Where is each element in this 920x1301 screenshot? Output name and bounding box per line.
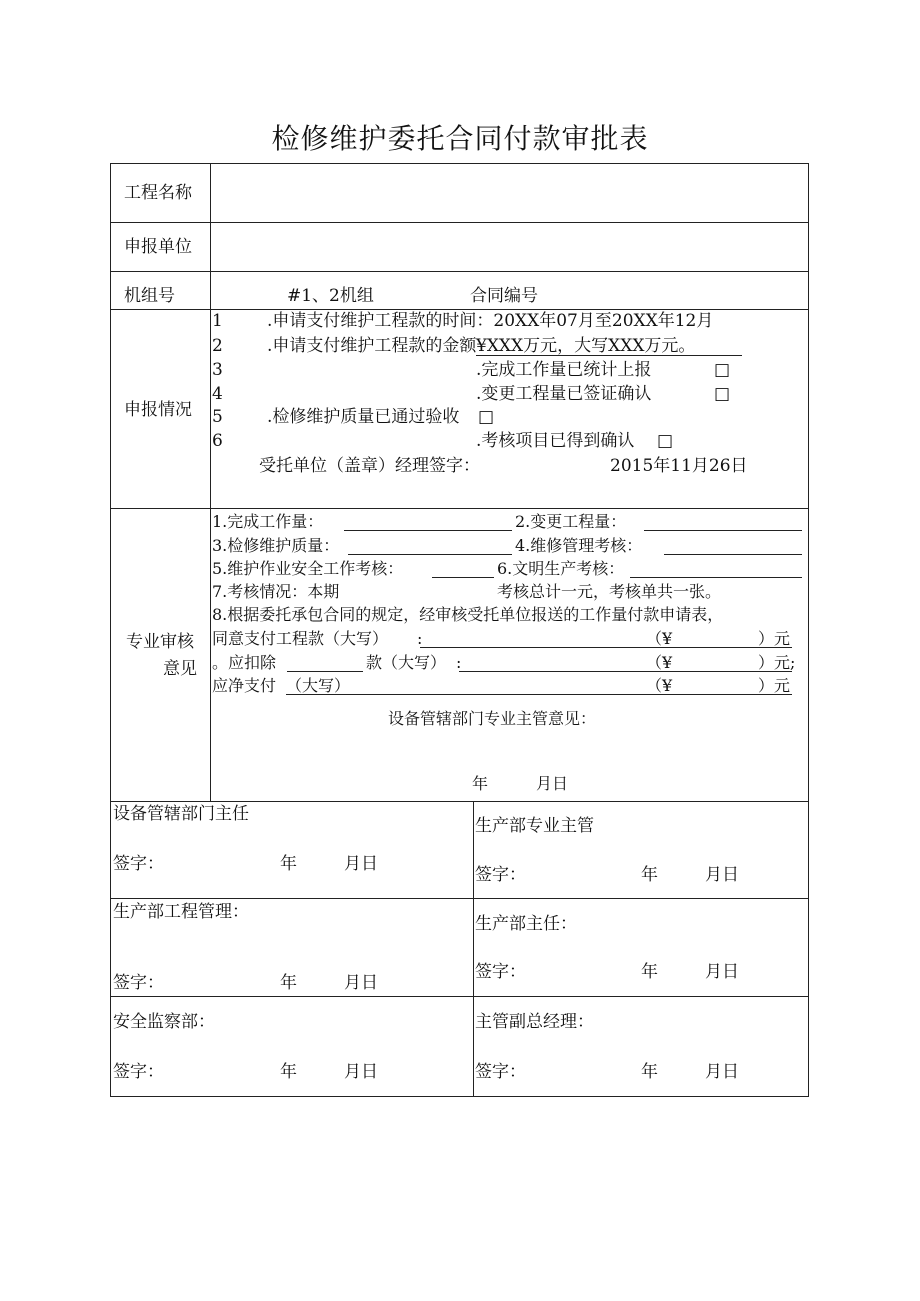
label-report-status: 申报情况 [124, 400, 192, 420]
row-divider [110, 508, 809, 509]
review-label: 应净支付 [212, 676, 277, 695]
label-applicant-unit: 申报单位 [124, 237, 192, 257]
item-number: 2 [212, 336, 223, 356]
review-text: 8.根据委托承包合同的规定，经审核受托单位报送的工作量付款申请表， [212, 605, 724, 624]
review-label: （大写） [286, 676, 351, 695]
checkbox[interactable]: □ [478, 407, 495, 427]
item-text: .申请支付维护工程款的时间：20XX年07月至20XX年12月 [267, 311, 714, 331]
dept-opinion-label: 设备管辖部门专业主管意见： [388, 709, 597, 728]
item-number: 5 [212, 407, 223, 427]
column-divider [473, 801, 474, 1097]
sig-title-left: 安全监察部： [113, 1012, 215, 1032]
blank-field[interactable] [344, 530, 512, 531]
row-divider [110, 271, 809, 272]
review-label: 考核总计一元，考核单共一张。 [497, 582, 722, 601]
blank-field[interactable] [644, 530, 802, 531]
item-number: 1 [212, 311, 223, 331]
item-text: .考核项目已得到确认 [476, 431, 635, 451]
year-label: 年 [641, 962, 658, 982]
table-border [110, 163, 111, 1097]
row-divider [110, 222, 809, 223]
sign-label: 签字： [475, 1062, 526, 1082]
review-label: 1.完成工作量： [212, 512, 324, 531]
sig-title-right: 主管副总经理： [475, 1012, 594, 1032]
label-review-1: 专业审核 [126, 632, 194, 652]
blank-field[interactable] [286, 694, 792, 695]
blank-field[interactable] [664, 554, 802, 555]
entrusted-signature-label: 受托单位（盖章）经理签字： [259, 456, 480, 476]
row-divider [110, 801, 809, 802]
yuan-label: ）元; [758, 653, 796, 672]
blank-field[interactable] [459, 671, 792, 672]
review-label: 同意支付工程款（大写） [212, 629, 389, 648]
item-amount: ¥XXX万元，大写XXX万元。 [476, 336, 696, 356]
blank-field[interactable] [287, 671, 363, 672]
label-contract-no: 合同编号 [470, 286, 538, 306]
yuan-label: ）元 [758, 676, 791, 695]
sig-title-right: 生产部主任： [475, 914, 577, 934]
sign-label: 签字： [113, 1062, 164, 1082]
sign-label: 签字： [113, 973, 164, 993]
blank-field[interactable] [630, 577, 802, 578]
sign-label: 签字： [475, 962, 526, 982]
table-border [808, 163, 809, 1097]
yuan-label: ）元 [758, 629, 791, 648]
blank-field[interactable] [348, 554, 512, 555]
row-divider [110, 898, 809, 899]
year-label: 年 [641, 1062, 658, 1082]
month-day-label: 月日 [344, 854, 378, 874]
checkbox[interactable]: □ [657, 431, 674, 451]
item-number: 6 [212, 431, 223, 451]
blank-field[interactable] [420, 647, 792, 648]
label-unit-no: 机组号 [124, 286, 175, 306]
row-divider [110, 996, 809, 997]
sig-title-left: 设备管辖部门主任 [113, 804, 249, 824]
review-label: 4.维修管理考核： [515, 536, 643, 555]
month-day-label: 月日 [536, 774, 569, 793]
month-day-label: 月日 [705, 865, 739, 885]
month-day-label: 月日 [344, 973, 378, 993]
review-label: 2.变更工程量： [515, 512, 627, 531]
sign-label: 签字： [113, 854, 164, 874]
row-divider [110, 309, 809, 310]
colon: : [456, 653, 462, 672]
review-label: 3.检修维护质量： [212, 536, 340, 555]
label-project-name: 工程名称 [124, 183, 192, 203]
blank-field[interactable] [432, 577, 494, 578]
table-border [110, 163, 809, 164]
label-review-2: 意见 [163, 659, 197, 679]
year-label: 年 [280, 973, 297, 993]
item-text: .申请支付维护工程款的金额 [267, 336, 477, 356]
yen-label: （¥ [646, 676, 673, 695]
sign-label: 签字： [475, 865, 526, 885]
sig-title-right: 生产部专业主管 [475, 816, 594, 836]
item-number: 3 [212, 360, 223, 380]
year-label: 年 [280, 1062, 297, 1082]
review-label: 款（大写） [366, 653, 447, 672]
item-text: .检修维护质量已通过验收 [267, 407, 460, 427]
table-border [110, 1096, 809, 1097]
year-label: 年 [641, 865, 658, 885]
page-title: 检修维护委托合同付款审批表 [271, 122, 649, 155]
column-divider [210, 163, 211, 801]
month-day-label: 月日 [705, 1062, 739, 1082]
report-date: 2015年11月26日 [610, 456, 748, 476]
year-label: 年 [472, 774, 489, 793]
review-label: 5.维护作业安全工作考核： [212, 559, 404, 578]
item-text: .完成工作量已统计上报 [476, 360, 652, 380]
review-label: 7.考核情况：本期 [212, 582, 340, 601]
sig-title-left: 生产部工程管理： [113, 902, 249, 922]
review-label: 。应扣除 [212, 653, 277, 672]
colon: : [417, 629, 423, 648]
underline [476, 355, 742, 356]
yen-label: （¥ [646, 653, 673, 672]
yen-label: （¥ [646, 629, 673, 648]
month-day-label: 月日 [705, 962, 739, 982]
month-day-label: 月日 [344, 1062, 378, 1082]
item-text: .变更工程量已签证确认 [476, 384, 652, 404]
year-label: 年 [280, 854, 297, 874]
item-number: 4 [212, 384, 223, 404]
checkbox[interactable]: □ [714, 360, 731, 380]
review-label: 6.文明生产考核： [497, 559, 625, 578]
unit-value: #1、2机组 [287, 286, 374, 306]
checkbox[interactable]: □ [714, 384, 731, 404]
